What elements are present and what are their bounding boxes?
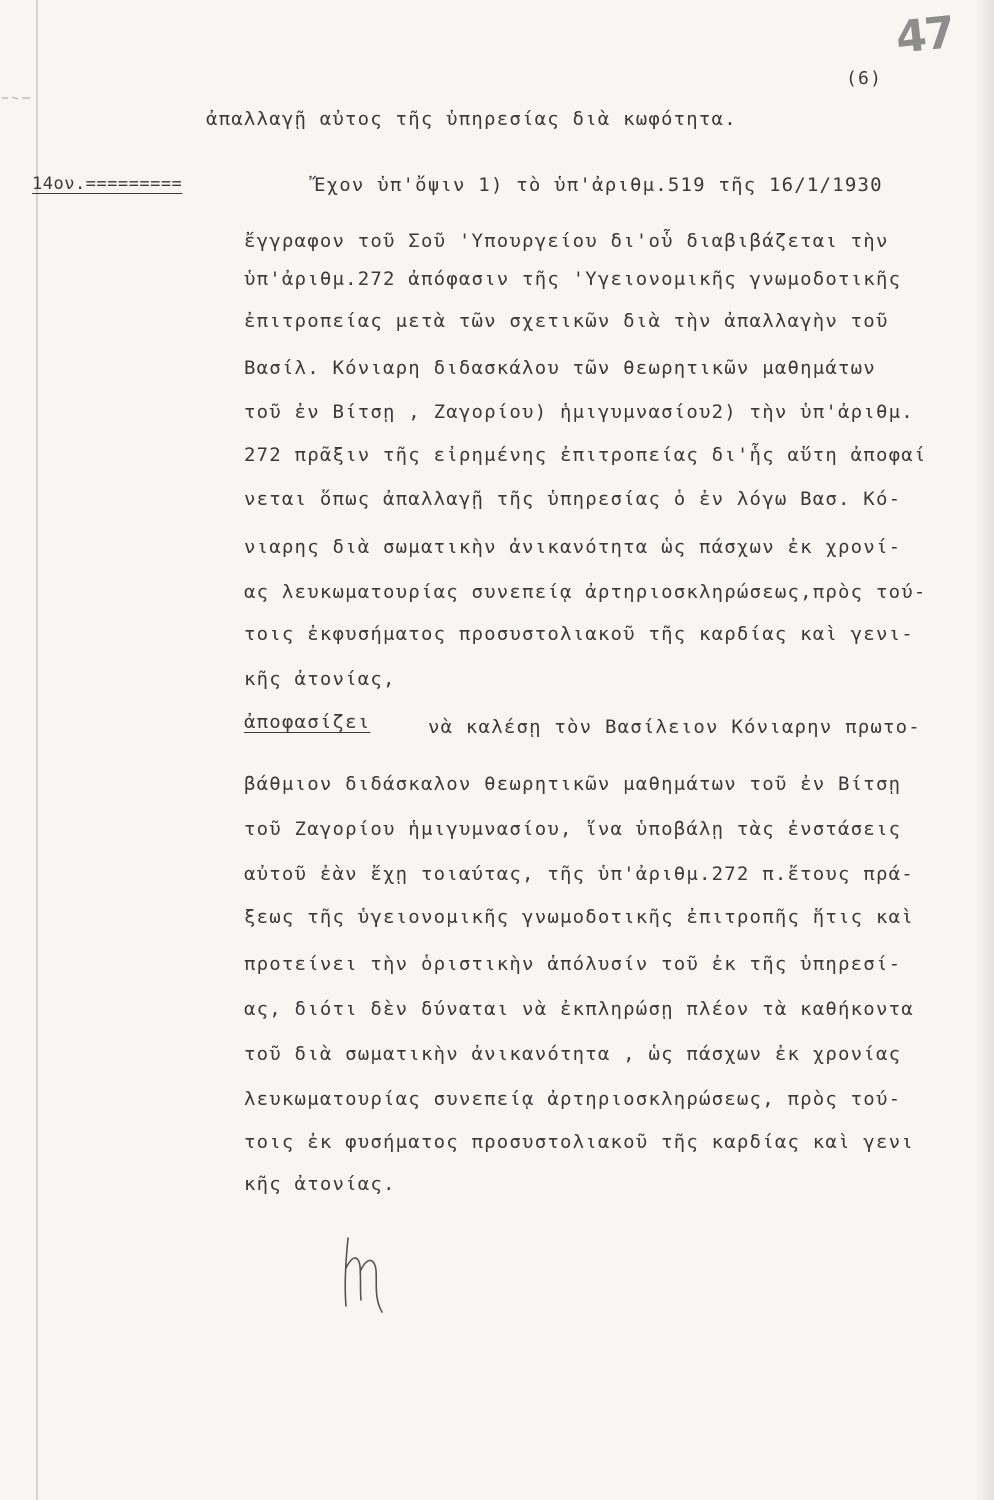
text-line: λευκωματουρίας συνεπείᾳ ἀρτηριοσκληρώσεως, πρὸς τού-	[244, 1088, 902, 1110]
text-line: κῆς ἀτονίας,	[244, 668, 396, 690]
signature-mark	[330, 1228, 390, 1318]
text-line: ἐπιτροπείας μετὰ τῶν σχετικῶν διὰ τὴν ἀπαλλαγὴν τοῦ	[244, 310, 889, 332]
text-line: αὐτοῦ ἐὰν ἔχῃ τοιαύτας, τῆς ὑπ'ἀριθμ.272 π.ἔτους πρά-	[244, 863, 914, 885]
text-line: ξεως τῆς ὑγειονομικῆς γνωμοδοτικῆς ἐπιτροπῆς ἥτις καὶ	[244, 906, 914, 928]
text-line: κῆς ἀτονίας.	[244, 1173, 396, 1195]
margin-rule	[36, 0, 38, 1500]
text-line: ὑπ'ἀριθμ.272 ἀπόφασιν τῆς 'Υγειονομικῆς γνωμοδοτικῆς	[244, 268, 902, 290]
text-line: 272 πρᾶξιν τῆς εἰρημένης ἐπιτροπείας δι'ἧς αὕτη ἀποφαί	[244, 444, 927, 466]
text-line: τοῦ ἐν Βίτσῃ , Ζαγορίου) ἡμιγυμνασίου2) τὴν ὑπ'ἀριθμ.	[244, 401, 914, 423]
text-line: ας, διότι δὲν δύναται νὰ ἐκπληρώσῃ πλέον τὰ καθήκοντα	[244, 998, 914, 1020]
text-line: νιαρης διὰ σωματικὴν ἀνικανότητα ὡς πάσχων ἐκ χρονί-	[244, 536, 902, 558]
text-line: νεται ὅπως ἀπαλλαγῇ τῆς ὑπηρεσίας ὁ ἐν λόγω Βασ. Κό-	[244, 488, 902, 510]
text-line: ας λευκωματουρίας συνεπείᾳ ἀρτηριοσκληρώσεως,πρὸς τού-	[244, 581, 927, 603]
page-number: (6)	[846, 68, 883, 89]
folio-number: 47	[893, 7, 956, 64]
margin-note: 14ον.=========	[32, 174, 183, 194]
text-line: Ἔχον ὑπ'ὄψιν 1) τὸ ὑπ'ἀριθμ.519 τῆς 16/1/1930	[314, 174, 883, 196]
text-line: τοις ἐκφυσήματος προσυστολιακοῦ τῆς καρδίας καὶ γενι-	[244, 623, 914, 645]
decision-heading: ἀποφασίζει	[244, 711, 371, 733]
margin-marks	[0, 92, 34, 106]
text-line: νὰ καλέσῃ τὸν Βασίλειον Κόνιαρην πρωτο-	[428, 716, 921, 738]
text-line: βάθμιον διδάσκαλον θεωρητικῶν μαθημάτων τοῦ ἐν Βίτσῃ	[244, 773, 902, 795]
text-line: ἀπαλλαγῇ αὐτος τῆς ὑπηρεσίας διὰ κωφότητα.	[206, 108, 737, 130]
text-line: τοῦ Ζαγορίου ἡμιγυμνασίου, ἵνα ὑποβάλῃ τὰς ἐνστάσεις	[244, 818, 902, 840]
text-line: προτείνει τὴν ὁριστικὴν ἀπόλυσίν τοῦ ἐκ τῆς ὑπηρεσί-	[244, 953, 902, 975]
page-edge-shadow	[976, 0, 994, 1500]
text-line: ἔγγραφον τοῦ Σοῦ 'Υπουργείου δι'οὗ διαβιβάζεται τὴν	[244, 230, 889, 252]
text-line: τοις ἐκ φυσήματος προσυστολιακοῦ τῆς καρδίας καὶ γενι	[244, 1131, 914, 1153]
text-line: Βασίλ. Κόνιαρη διδασκάλου τῶν θεωρητικῶν μαθημάτων	[244, 357, 876, 379]
text-line: τοῦ διὰ σωματικὴν ἀνικανότητα , ὡς πάσχων ἐκ χρονίας	[244, 1043, 902, 1065]
